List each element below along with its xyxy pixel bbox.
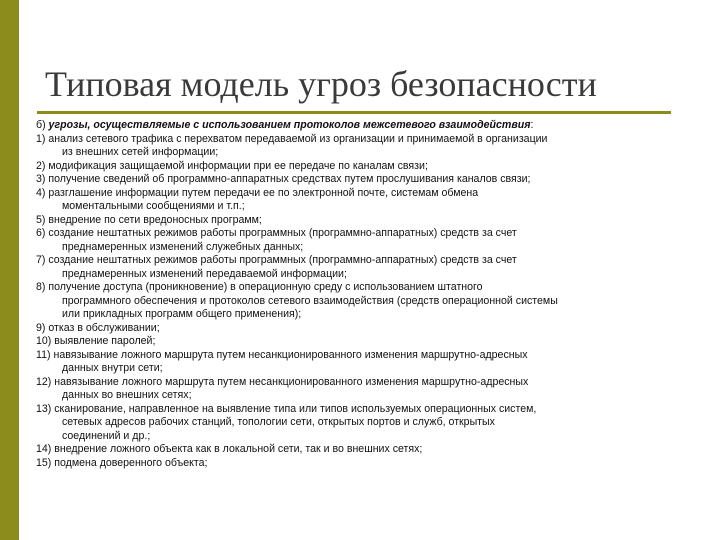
list-item: 7) создание нештатных режимов работы программных (программно-аппаратных) средств за счет (36, 254, 517, 266)
list-item: 10) выявление паролей; (36, 335, 156, 347)
list-item: 4) разглашение информации путем передачи ее по электронной почте, системам обмена (36, 186, 479, 199)
list-item: 15) подмена доверенного объекта; (36, 456, 208, 469)
list-item-continuation: преднамеренных изменений служебных данных; (62, 240, 304, 253)
list-item-continuation: или прикладных программ общего применения); (62, 308, 302, 320)
section-heading (36, 119, 700, 133)
list-item: 6) создание нештатных режимов работы программных (программно-аппаратных) средств за счет (36, 227, 517, 239)
heading-text: угрозы, осуществляемые с использованием протоколов межсетевого взаимодействия (48, 119, 531, 131)
list-item: 9) отказ в обслуживании; (36, 321, 160, 334)
list-item-continuation: сетевых адресов рабочих станций, топологии сети, открытых портов и служб, открытых (62, 416, 495, 428)
list-item: 14) внедрение ложного объекта как в локальной сети, так и во внешних сетях; (36, 443, 423, 455)
heading-suffix: : (530, 119, 534, 131)
list-item: 5) внедрение по сети вредоносных программ; (36, 213, 262, 226)
list-item: 12) навязывание ложного маршрута путем несанкционированного изменения маршрутно-адресных (36, 375, 529, 388)
title-underline (37, 111, 671, 114)
slide-body (36, 119, 700, 470)
list-item: 8) получение доступа (проникновение) в операционную среду с использованием штатного (36, 281, 483, 293)
list-item-continuation: соединений и др.; (62, 429, 151, 442)
list-item-continuation: преднамеренных изменений передаваемой информации; (62, 267, 347, 280)
list-item-continuation: моментальными сообщениями и т.п.; (62, 200, 245, 212)
slide-title: Типовая модель угроз безопасности (45, 64, 597, 104)
list-item-continuation: из внешних сетей информации; (62, 146, 219, 158)
list-item-continuation: программного обеспечения и протоколов сетевого взаимодействия (средств операционной системы (62, 294, 558, 307)
list-item: 11) навязывание ложного маршрута путем несанкционированного изменения маршрутно-адресных (36, 348, 528, 361)
heading-prefix: б) (36, 119, 49, 131)
list-item: 1) анализ сетевого трафика с перехватом передаваемой из организации и принимаемой в организации (36, 132, 548, 145)
list-item: 3) получение сведений об программно-аппаратных средствах путем прослушивания каналов связи; (36, 173, 531, 185)
left-accent-stripe (0, 0, 19, 540)
list-item-continuation: данных во внешних сетях; (62, 389, 192, 401)
list-item: 2) модификация защищаемой информации при ее передаче по каналам связи; (36, 159, 428, 172)
list-item-continuation: данных внутри сети; (62, 362, 163, 374)
list-item: 13) сканирование, направленное на выявление типа или типов используемых операционных систем, (36, 402, 537, 415)
